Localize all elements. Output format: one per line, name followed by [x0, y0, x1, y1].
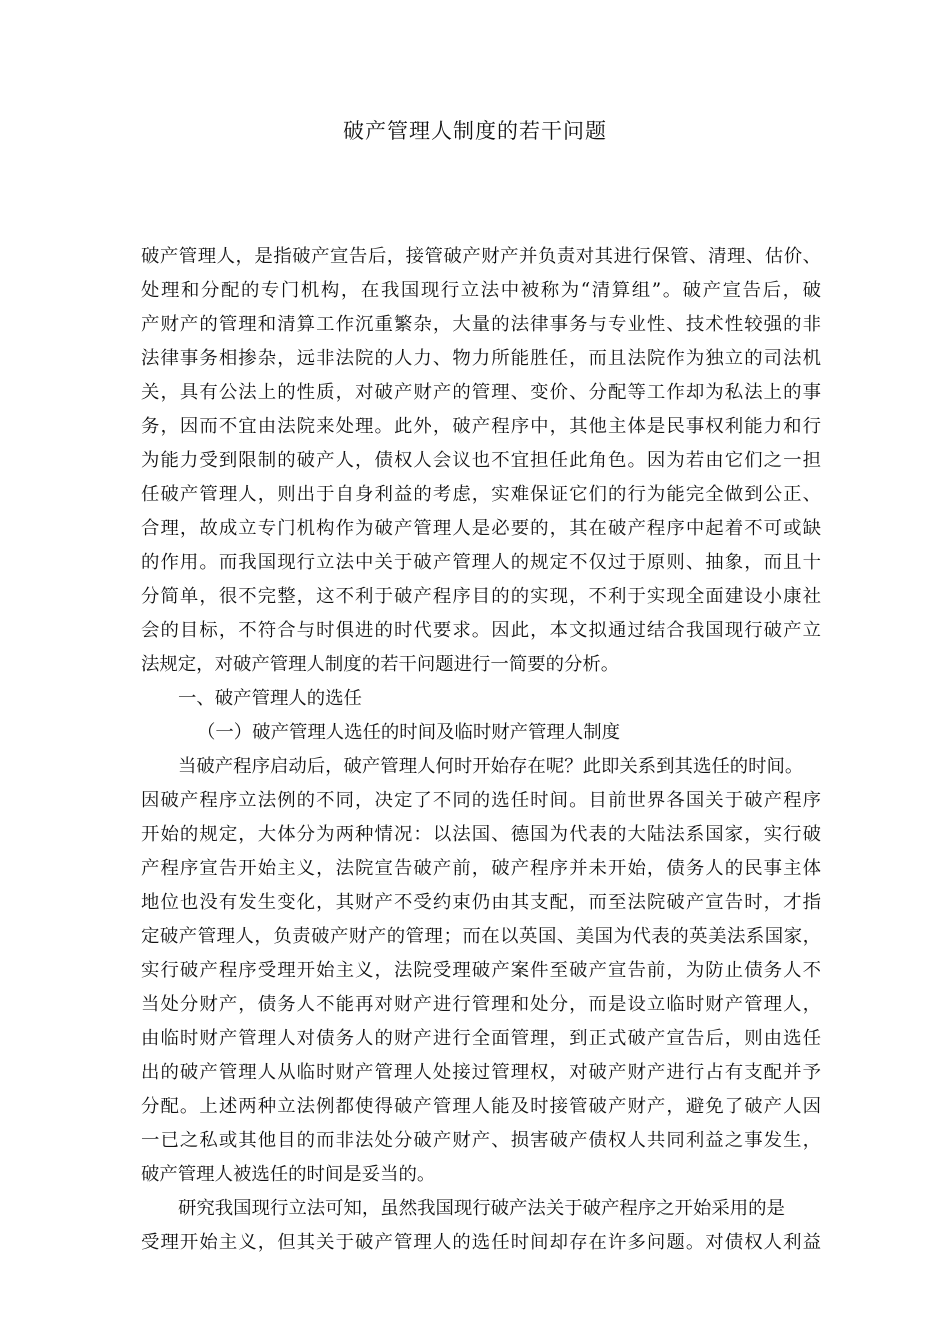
text-line: 研究我国现行立法可知，虽然我国现行破产法关于破产程序之开始采用的是 [178, 1198, 785, 1219]
text-line: 任破产管理人，则出于自身利益的考虑，实难保证它们的行为能完全做到公正、 [141, 484, 821, 505]
text-line: 受理开始主义，但其关于破产管理人的选任时间却存在许多问题。对债权人利益 [141, 1232, 821, 1253]
text-line: 出的破产管理人从临时财产管理人处接过管理权，对破产财产进行占有支配并予 [141, 1062, 821, 1083]
text-line: 分简单，很不完整，这不利于破产程序目的的实现，不利于实现全面建设小康社 [141, 586, 821, 607]
text-line: 产财产的管理和清算工作沉重繁杂，大量的法律事务与专业性、技术性较强的非 [141, 314, 821, 335]
text-line: 处理和分配的专门机构，在我国现行立法中被称为“清算组”。破产宣告后，破 [141, 280, 821, 301]
text-line: 破产管理人，是指破产宣告后，接管破产财产并负责对其进行保管、清理、估价、 [141, 246, 821, 267]
text-line: 定破产管理人，负责破产财产的管理；而在以英国、美国为代表的英美法系国家， [141, 926, 821, 947]
text-line: 法规定，对破产管理人制度的若干问题进行一简要的分析。 [141, 654, 620, 675]
document-title: 破产管理人制度的若干问题 [343, 119, 607, 143]
text-line: 实行破产程序受理开始主义，法院受理破产案件至破产宣告前，为防止债务人不 [141, 960, 821, 981]
text-line: 务，因而不宜由法院来处理。此外，破产程序中，其他主体是民事权利能力和行 [141, 416, 821, 437]
text-line: 产程序宣告开始主义，法院宣告破产前，破产程序并未开始，债务人的民事主体 [141, 858, 821, 879]
text-line: 的作用。而我国现行立法中关于破产管理人的规定不仅过于原则、抽象，而且十 [141, 552, 821, 573]
text-line: 合理，故成立专门机构作为破产管理人是必要的，其在破产程序中起着不可或缺 [141, 518, 821, 539]
text-line: 因破产程序立法例的不同，决定了不同的选任时间。目前世界各国关于破产程序 [141, 790, 821, 811]
text-line: 会的目标，不符合与时俱进的时代要求。因此，本文拟通过结合我国现行破产立 [141, 620, 821, 641]
text-line: 分配。上述两种立法例都使得破产管理人能及时接管破产财产，避免了破产人因 [141, 1096, 821, 1117]
text-line: 一已之私或其他目的而非法处分破产财产、损害破产债权人共同利益之事发生， [141, 1130, 821, 1151]
text-line: 开始的规定，大体分为两种情况：以法国、德国为代表的大陆法系国家，实行破 [141, 824, 821, 845]
text-line: 地位也没有发生变化，其财产不受约束仍由其支配，而至法院破产宣告时，才指 [141, 892, 821, 913]
text-line: 为能力受到限制的破产人，债权人会议也不宜担任此角色。因为若由它们之一担 [141, 450, 821, 471]
document-body [141, 240, 821, 1260]
text-line: 当处分财产，债务人不能再对财产进行管理和处分，而是设立临时财产管理人， [141, 994, 821, 1015]
subsection-heading: （一）破产管理人选任的时间及临时财产管理人制度 [197, 722, 620, 743]
text-line: 关，具有公法上的性质，对破产财产的管理、变价、分配等工作却为私法上的事 [141, 382, 821, 403]
text-line: 法律事务相掺杂，远非法院的人力、物力所能胜任，而且法院作为独立的司法机 [141, 348, 821, 369]
text-line: 由临时财产管理人对债务人的财产进行全面管理，到正式破产宣告后，则由选任 [141, 1028, 821, 1049]
text-line: 破产管理人被选任的时间是妥当的。 [141, 1164, 436, 1185]
text-line: 当破产程序启动后，破产管理人何时开始存在呢？此即关系到其选任的时间。 [178, 756, 804, 777]
section-heading: 一、破产管理人的选任 [178, 688, 362, 709]
